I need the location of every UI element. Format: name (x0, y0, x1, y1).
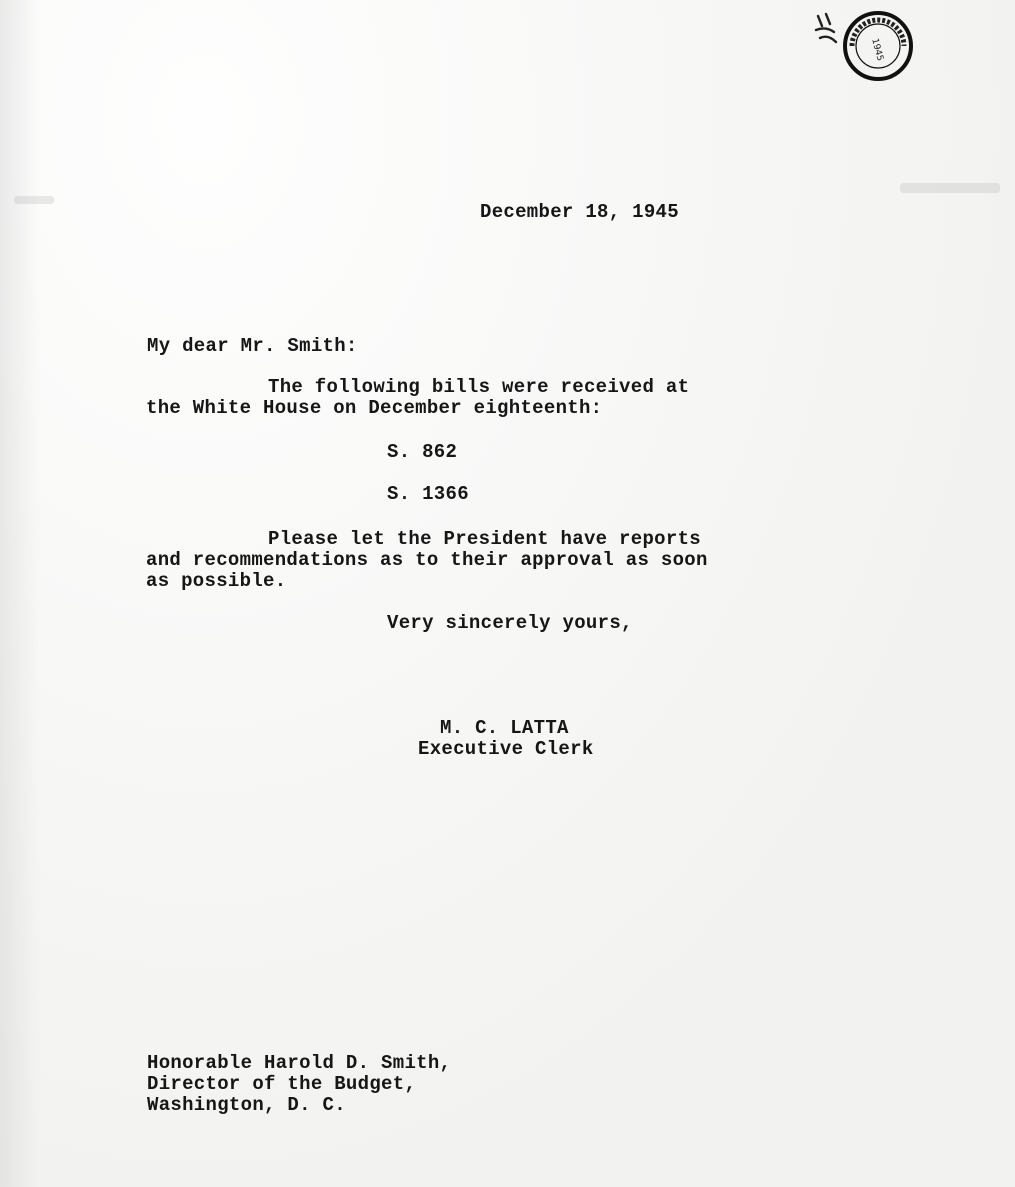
signer-title: Executive Clerk (418, 738, 594, 760)
paper-edge-shadow (0, 0, 40, 1187)
letter-date: December 18, 1945 (480, 201, 679, 223)
body-line: the White House on December eighteenth: (146, 397, 603, 419)
archive-stamp-icon (842, 10, 914, 82)
bill-number: S. 862 (387, 441, 458, 463)
request-line: Please let the President have reports (268, 528, 701, 550)
svg-text:1945: 1945 (869, 37, 885, 63)
bill-number: S. 1366 (387, 483, 469, 505)
handwritten-mark-icon (812, 12, 842, 48)
paper-smudge (900, 183, 1000, 193)
paper-smudge (14, 196, 54, 204)
recipient-line: Honorable Harold D. Smith, (147, 1052, 452, 1074)
salutation: My dear Mr. Smith: (147, 335, 358, 357)
recipient-line: Washington, D. C. (147, 1094, 346, 1116)
request-line: as possible. (146, 570, 287, 592)
request-line: and recommendations as to their approval as soon (146, 549, 708, 571)
closing: Very sincerely yours, (387, 612, 633, 634)
recipient-line: Director of the Budget, (147, 1073, 417, 1095)
signer-name: M. C. LATTA (440, 717, 569, 739)
body-line: The following bills were received at (268, 376, 690, 398)
